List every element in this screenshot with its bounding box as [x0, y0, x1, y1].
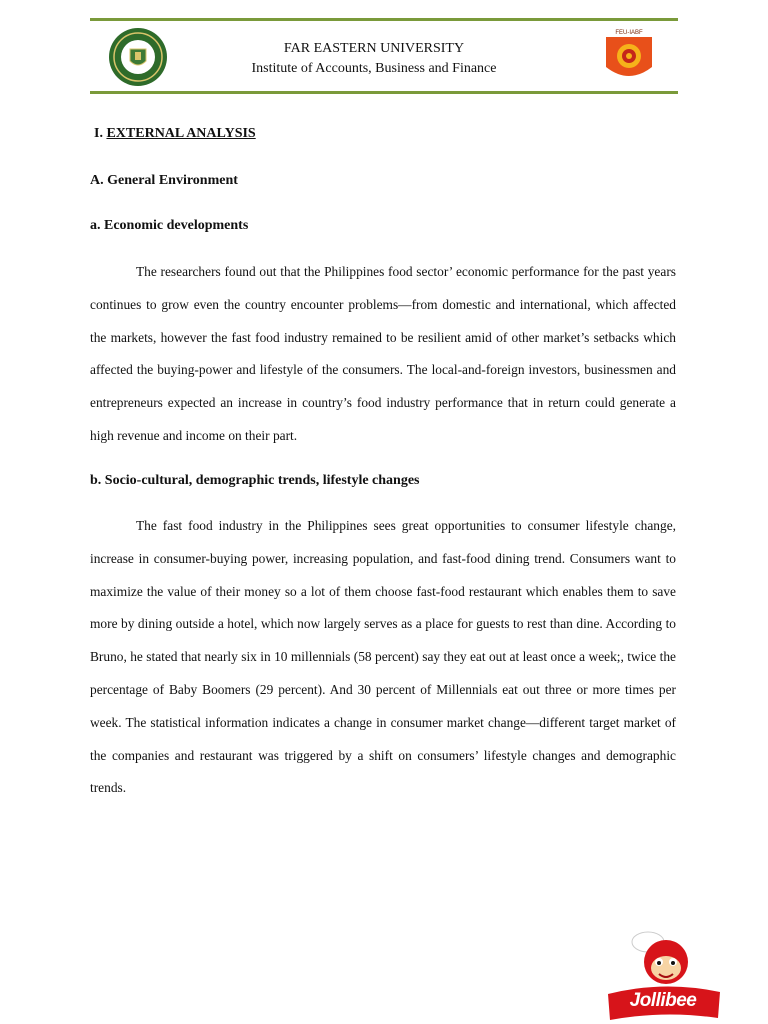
- jollibee-logo-text: Jollibee: [629, 990, 697, 1011]
- subsection-general-environment: A. General Environment: [90, 173, 238, 188]
- section-heading: [94, 126, 256, 142]
- section-title: EXTERNAL ANALYSIS: [106, 126, 256, 141]
- section-number: I.: [94, 126, 103, 141]
- heading-economic-developments: a. Economic developments: [90, 218, 249, 233]
- shield-label: FEU-IABF: [615, 30, 643, 36]
- header-bottom-rule: [90, 91, 678, 94]
- university-seal-icon: [108, 27, 168, 87]
- institute-name: Institute of Accounts, Business and Finance: [251, 61, 497, 76]
- feu-iabf-shield-icon: [603, 29, 655, 85]
- heading-socio-cultural: b. Socio-cultural, demographic trends, lifestyle changes: [90, 473, 420, 488]
- university-name: FAR EASTERN UNIVERSITY: [283, 41, 465, 56]
- socio-cultural-paragraph: The fast food industry in the Philippines sees great opportunities to consumer lifestyle change, increase in consumer-buying power, increasing population, and fast-food dining trend. Consumers want to maximize the value of their money so a lot of them choose fast-food restaurant which enables them to save more by dining outside a hotel, which now largely serves as a place for guests to rest than dine. According to Bruno, he stated that nearly six in 10 millennials (58 percent) say they eat out at least once a week;, twice the percentage of Baby Boomers (29 percent). And 30 percent of Millennials eat out three or more times per week. The statistical information indicates a change in consumer market change—different target market of the companies and restaurant was triggered by a shift on consumers’ lifestyle changes and demographic trends.: [90, 518, 676, 796]
- economic-paragraph: The researchers found out that the Philippines food sector’ economic performance for the past years continues to grow even the country encounter problems—from domestic and international, which affected the markets, however the fast food industry remained to be resilient amid of other market’s setbacks which affected the buying-power and lifestyle of the consumers. The local-and-foreign investors, businessmen and entrepreneurs expected an increase in country’s food industry performance that in return could generate a high revenue and income on their part.: [90, 264, 676, 443]
- header-top-rule: [90, 18, 678, 21]
